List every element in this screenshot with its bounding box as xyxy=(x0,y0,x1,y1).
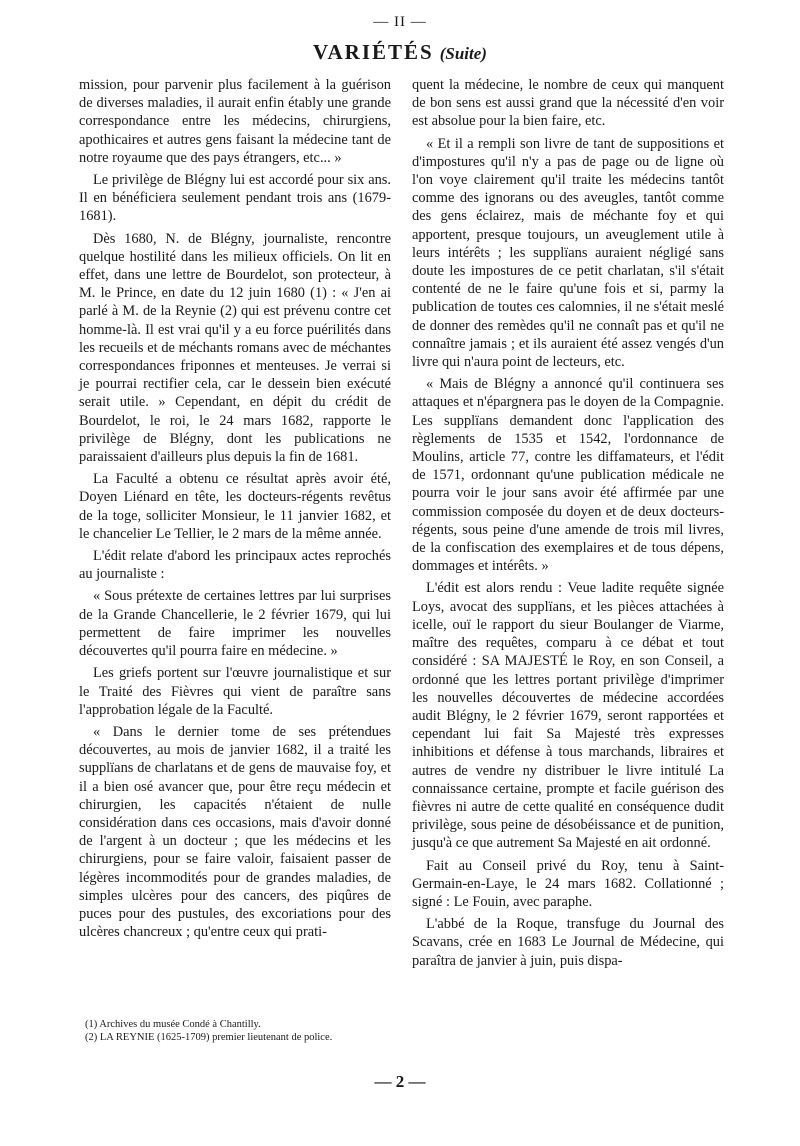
paragraph: « Dans le dernier tome de ses prétendues découvertes, au mois de janvier 1682, il a traité les supplïans de charlatans et de gens de mauvaise foy, et il a bien osé avancer que, pour être reçu médecin et chirurgien, les capacités n'étaient de nulle considération dans ces occasions, mais d'avoir donné de l'argent à un docteur ; que les médecins et les chirurgiens, pour se faire valoir, faisaient passer de légères incommodités pour de grandes maladies, de simples ulcères pour des cancers, des piqûres de puces pour des pustules, des excoriations pour des ulcères chancreux ; qu'entre ceux qui prati- xyxy=(79,723,391,941)
paragraph: L'édit est alors rendu : Veue ladite requête signée Loys, avocat des supplïans, et les pièces attachées à icelle, ouï le rapport du sieur Boulanger de Viarme, maître des requêtes, comparu à ce débat et tout considéré : SA MAJESTÉ le Roy, en son Conseil, a ordonné que les lettres portant privilège d'imprimer les nouvelles découvertes de médecine accordées audit Blégny, le 2 février 1679, seront rapportées et cependant lui fait Sa Majesté très expresses inhibitions et défense à tous marchands, libraires et autres de vendre ny distribuer le livre intitulé La connaissance certaine, prompte et facile guérison des fièvres ni autre de cette qualité en conséquence dudit privilège, sous peine de désobéissance et de punition, jusqu'à ce que autrement Sa Majesté en ait ordonné. xyxy=(412,580,724,852)
paragraph: « Mais de Blégny a annoncé qu'il continuera ses attaques et n'épargnera pas le doyen de la Compagnie. Les supplïans demandent donc l'application des règlements de 1535 et 1542, l'ordonnance de Moulins, article 77, contre les diffamateurs, et l'édit de 1571, ordonnant qu'une publication médicale ne pourra voir le jour sans avoir été affirmée par une commission composée du doyen et de deux docteurs-régents, sous peine d'une amende de trois mil livres, de la confiscation des exemplaires et de tous dépens, dommages et intérêts. » xyxy=(412,376,724,575)
paragraph: Le privilège de Blégny lui est accordé pour six ans. Il en bénéficiera seulement pendant trois ans (1679-1681). xyxy=(79,172,391,225)
footnote: (2) LA REYNIE (1625-1709) premier lieutenant de police. xyxy=(85,1032,333,1043)
paragraph: La Faculté a obtenu ce résultat après avoir été, Doyen Liénard en tête, les docteurs-régents revêtus de la toge, solliciter Monsieur, le 11 janvier 1682, et le chancelier Le Tellier, le 2 mars de la même année. xyxy=(79,471,391,542)
paragraph: mission, pour parvenir plus facilement à la guérison de diverses maladies, il aurait enfin étably une grande correspondance entre les médecins, chirurgiens, apothicaires et autres gens faisant la médecine tant de notre royaume que des pays étrangers, etc... » xyxy=(79,77,391,166)
paragraph: L'édit relate d'abord les principaux actes reprochés au journaliste : xyxy=(79,548,391,583)
paragraph: « Et il a rempli son livre de tant de suppositions et d'impostures qu'il n'y a pas de page ou de ligne où l'on voye clairement qu'il traite les médecins tantôt comme des ignorans ou des aveugles, tantôt comme des gens éclairez, mais de méchante foy et qui apportent, presque toujours, un aveuglement utile à leurs intérêts ; les supplïans auraient négligé sans doute les impostures de ce petit charlatan, s'il s'était contenté de ne le faire qu'une fois et si, parmy la publication de toutes ces calomnies, il ne s'était meslé de donner des remèdes qu'il ne connaît pas et qu'il ne connaître jamais ; et ils auraient été assez vengés d'un livre qui n'aura point de lecteurs, etc. xyxy=(412,135,724,371)
title-text: VARIÉTÉS xyxy=(313,40,434,64)
paragraph: « Sous prétexte de certaines lettres par lui surprises de la Grande Chancellerie, le 2 février 1679, qui lui permettent de faire imprimer les nouvelles découvertes qu'il pourra faire en médecine. » xyxy=(79,588,391,660)
page-number-top: — II — xyxy=(373,14,427,30)
title-suffix: (Suite) xyxy=(439,44,487,63)
left-column xyxy=(79,76,391,945)
paragraph: quent la médecine, le nombre de ceux qui manquent de bon sens est aussi grand que la nécessité d'en voir est absolue pour la bien faire, etc. xyxy=(412,77,724,130)
footnote: (1) Archives du musée Condé à Chantilly. xyxy=(85,1019,261,1030)
paragraph: L'abbé de la Roque, transfuge du Journal des Scavans, crée en 1683 Le Journal de Médecine, qui paraîtra de janvier à juin, puis dispa- xyxy=(412,916,724,969)
paragraph: Les griefs portent sur l'œuvre journalistique et sur le Traité des Fièvres qui vient de paraître sans l'approbation légale de la Faculté. xyxy=(79,665,391,718)
page-number-bottom: — 2 — xyxy=(374,1072,426,1091)
page-title xyxy=(0,40,800,65)
right-column xyxy=(412,76,724,974)
footnotes xyxy=(79,1018,391,1044)
paragraph: Fait au Conseil privé du Roy, tenu à Saint-Germain-en-Laye, le 24 mars 1682. Collationné ; signé : Le Fouin, avec paraphe. xyxy=(412,857,724,910)
paragraph: Dès 1680, N. de Blégny, journaliste, rencontre quelque hostilité dans les milieux officiels. On lit en effet, dans une lettre de Bourdelot, son protecteur, à M. le Prince, en date du 12 juin 1680 (1) : « J'en ai parlé à M. de la Reynie (2) qui est prévenu contre cet homme-là. Il est vrai qu'il y a eu force puérilités dans les recueils et de méchants romans avec de méchantes correspondances friponnes et menteuses. Je verrai si je pourrai rectifier cela, car le dessein bien exécuté serait utile. » Cependant, en dépit du crédit de Bourdelot, le roi, le 24 mars 1682, rapporte le privilège de Blégny, dont les publications ne paraissaient d'ailleurs plus depuis la fin de 1681. xyxy=(79,230,391,466)
